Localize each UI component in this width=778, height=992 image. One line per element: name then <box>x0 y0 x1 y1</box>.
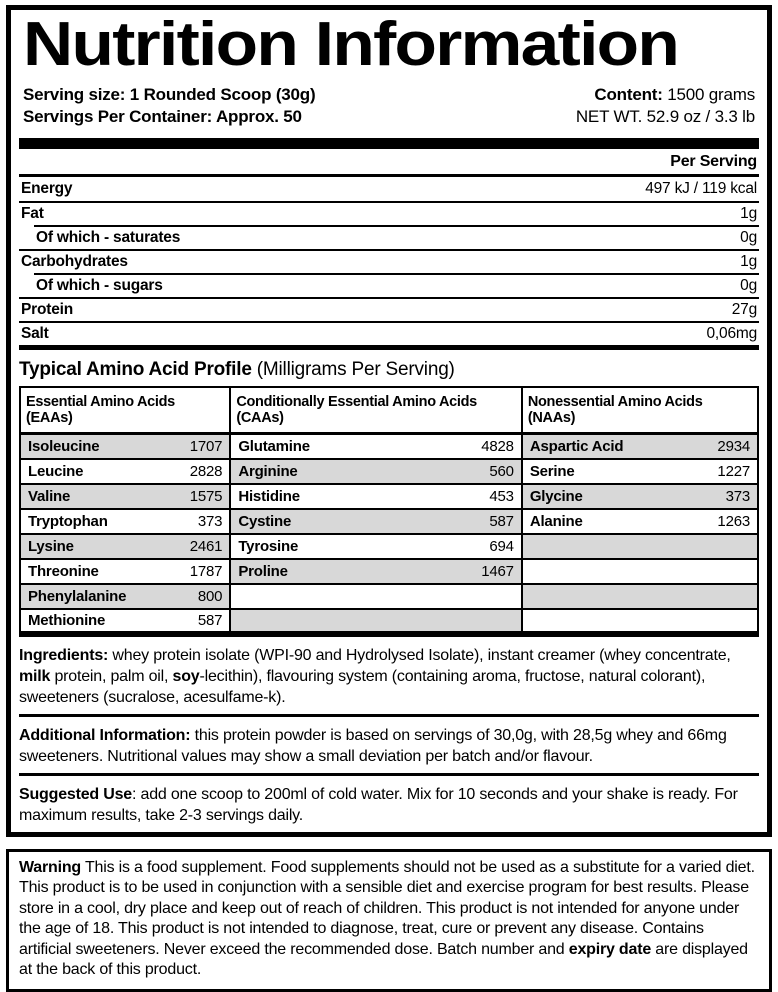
amino-column-header: Conditionally Essential Amino Acids (CAAs) <box>230 387 522 434</box>
amino-cell <box>20 434 230 459</box>
nutrient-row <box>19 249 759 273</box>
amino-value: 373 <box>197 512 223 530</box>
amino-value: 2461 <box>189 537 223 555</box>
amino-cell <box>230 609 522 634</box>
nutrient-row <box>34 225 759 249</box>
amino-cell <box>20 559 230 584</box>
amino-cell <box>20 509 230 534</box>
amino-row <box>20 459 758 484</box>
amino-name: Glutamine <box>238 437 310 455</box>
amino-row <box>20 484 758 509</box>
serving-info <box>23 84 315 128</box>
amino-name: Arginine <box>238 462 298 480</box>
amino-cell <box>230 509 522 534</box>
servings-per-container-text: Servings Per Container: Approx. 50 <box>23 107 302 126</box>
amino-cell <box>230 459 522 484</box>
amino-value: 453 <box>489 487 514 505</box>
amino-profile-heading <box>19 358 759 381</box>
serving-size-text: Serving size: 1 Rounded Scoop (30g) <box>23 85 316 104</box>
amino-value: 587 <box>489 512 514 530</box>
amino-row <box>20 584 758 609</box>
amino-row <box>20 434 758 459</box>
nutrient-value: 1g <box>740 205 757 222</box>
per-serving-rows <box>19 177 759 350</box>
amino-cell <box>522 459 758 484</box>
nutrient-row <box>19 321 759 345</box>
serving-info-row <box>11 76 767 136</box>
title-row <box>11 10 767 79</box>
amino-value: 1263 <box>717 512 750 530</box>
amino-cell <box>230 484 522 509</box>
amino-value: 2934 <box>717 437 750 455</box>
nutrient-row <box>19 201 759 225</box>
amino-heading-title: Typical Amino Acid Profile <box>19 359 252 380</box>
amino-cell <box>230 434 522 459</box>
amino-cell <box>230 559 522 584</box>
amino-value: 373 <box>725 487 750 505</box>
amino-table <box>19 386 759 637</box>
content-line <box>576 84 755 106</box>
nutrient-value: 1g <box>740 253 757 270</box>
amino-cell <box>522 434 758 459</box>
nutrient-value: 0g <box>740 229 757 246</box>
section-divider <box>19 714 759 717</box>
amino-name: Phenylalanine <box>28 587 127 605</box>
amino-name: Cystine <box>238 512 292 530</box>
nutrient-label: Protein <box>21 301 73 318</box>
amino-name: Glycine <box>529 487 583 505</box>
amino-cell <box>522 484 758 509</box>
amino-name: Alanine <box>529 512 583 530</box>
nutrient-value: 27g <box>731 301 757 318</box>
amino-value: 1227 <box>717 462 750 480</box>
amino-value: 1467 <box>481 562 514 580</box>
section-divider <box>19 773 759 776</box>
amino-value: 1707 <box>189 437 223 455</box>
amino-column-header: Essential Amino Acids (EAAs) <box>20 387 230 434</box>
amino-heading-note: (Milligrams Per Serving) <box>251 359 455 380</box>
amino-name: Methionine <box>28 611 106 629</box>
net-weight-text: NET WT. 52.9 oz / 3.3 lb <box>575 107 755 126</box>
amino-name: Tryptophan <box>28 512 108 530</box>
amino-cell <box>522 509 758 534</box>
amino-cell <box>20 534 230 559</box>
nutrient-label: Of which - saturates <box>36 229 181 246</box>
amino-cell <box>230 584 522 609</box>
amino-column-header: Nonessential Amino Acids (NAAs) <box>522 387 758 434</box>
amino-row <box>20 559 758 584</box>
amino-cell <box>20 484 230 509</box>
ingredients-paragraph: Ingredients: whey protein isolate (WPI-90 and Hydrolysed Isolate), instant creamer (whey concentrate, milk protein, palm oil, soy-lecithin), flavouring system (containing aroma, fructose, natural colorant), sweeteners (sucralose, acesulfame-k). <box>19 646 731 706</box>
amino-value: 1787 <box>189 562 223 580</box>
amino-value: 587 <box>197 611 223 629</box>
amino-cell <box>522 559 758 584</box>
nutrient-label: Fat <box>21 205 44 222</box>
nutrient-label: Energy <box>21 180 73 197</box>
nutrient-label: Salt <box>21 325 49 342</box>
nutrient-label: Of which - sugars <box>36 277 163 294</box>
nutrient-row <box>34 273 759 297</box>
amino-name: Proline <box>238 562 288 580</box>
nutrition-label-panel <box>6 5 772 837</box>
amino-value: 1575 <box>189 487 223 505</box>
nutrient-value: 0g <box>740 277 757 294</box>
amino-name: Histidine <box>238 487 300 505</box>
amino-name: Valine <box>28 487 71 505</box>
amino-row <box>20 509 758 534</box>
amino-value: 2828 <box>189 462 223 480</box>
amino-value: 800 <box>197 587 223 605</box>
page-title: Nutrition Information <box>23 10 679 79</box>
content-label: Content: <box>594 85 663 104</box>
amino-name: Serine <box>529 462 575 480</box>
nutrient-row <box>19 177 759 201</box>
warning-paragraph: Warning This is a food supplement. Food supplements should not be used as a substitute for a varied diet. This product is to be used in conjunction with a sensible diet and exercise program for best results. Please store in a cool, dry place and keep out of reach of children. This product is not intended for anyone under the age of 18. This product is not intended to diagnose, treat, cure or prevent any disease. Contains artificial sweeteners. Never exceed the recommended dose. Batch number and expiry date are displayed at the back of this product. <box>19 858 755 978</box>
amino-name: Tyrosine <box>238 537 299 555</box>
per-serving-column-header: Per Serving <box>19 149 759 177</box>
amino-cell <box>522 534 758 559</box>
amino-row <box>20 534 758 559</box>
amino-name: Isoleucine <box>28 437 100 455</box>
amino-row <box>20 609 758 634</box>
amino-cell <box>522 609 758 634</box>
content-info <box>576 84 755 128</box>
content-value: 1500 grams <box>662 85 755 104</box>
nutrient-label: Carbohydrates <box>21 253 128 270</box>
nutrient-value: 0,06mg <box>706 325 757 342</box>
amino-name: Lysine <box>28 537 74 555</box>
amino-name: Leucine <box>28 462 84 480</box>
amino-cell <box>20 609 230 634</box>
additional-info-paragraph: Additional Information: this protein powder is based on servings of 30,0g, with 28,5g whey and 66mg sweeteners. Nutritional values may show a small deviation per batch and/or flavour. <box>19 726 727 765</box>
amino-value: 694 <box>489 537 514 555</box>
amino-cell <box>230 534 522 559</box>
nutrient-value: 497 kJ / 119 kcal <box>645 180 757 197</box>
amino-value: 4828 <box>481 437 514 455</box>
amino-cell <box>20 584 230 609</box>
amino-cell <box>20 459 230 484</box>
amino-name: Threonine <box>28 562 99 580</box>
amino-cell <box>522 584 758 609</box>
warning-panel <box>6 849 772 992</box>
suggested-use-paragraph: Suggested Use: add one scoop to 200ml of cold water. Mix for 10 seconds and your shake is ready. For maximum results, take 2-3 servings daily. <box>19 785 738 824</box>
divider-bar <box>19 138 759 149</box>
amino-name: Aspartic Acid <box>529 437 624 455</box>
nutrient-row <box>19 297 759 321</box>
amino-value: 560 <box>489 462 514 480</box>
